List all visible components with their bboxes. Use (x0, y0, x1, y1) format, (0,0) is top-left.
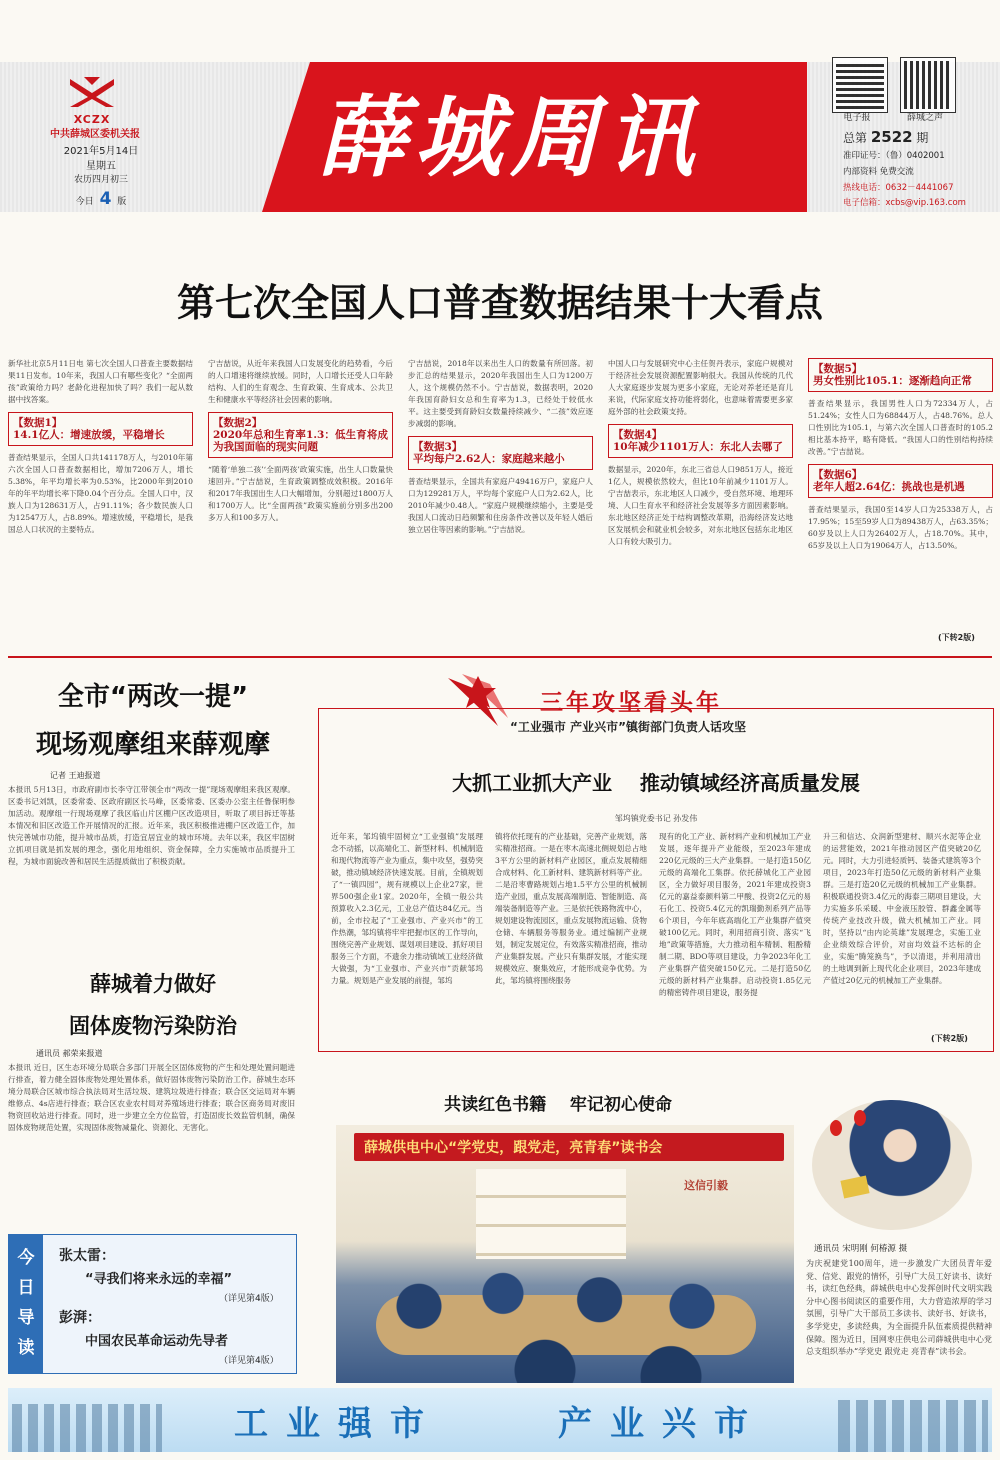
guide-char-2: 日 (17, 1278, 35, 1298)
feature-box (318, 708, 994, 1052)
qr-label-epaper: 电子报 (843, 113, 871, 123)
data-box-1-subtitle: 14.1亿人：增速放缓，平稳增长 (13, 429, 165, 441)
census-turn-note: (下转2版) (938, 633, 975, 642)
guide-label (9, 1235, 43, 1373)
guide-item2-title[interactable]: 中国农民革命运动先导者 (85, 1334, 229, 1349)
page-count-prefix: 今日 (75, 197, 94, 207)
data-box-2-subtitle: 2020年总和生育率1.3：低生育将成为我国面临的现实问题 (213, 429, 388, 453)
data-box-4-subtitle: 10年减少1101万人：东北人去哪了 (613, 441, 783, 453)
issue-suffix: 期 (916, 131, 929, 145)
data-box-3-subtitle: 平均每户2.62人：家庭越来越小 (413, 453, 565, 465)
guide-char-3: 导 (17, 1308, 35, 1328)
reading-photo (336, 1125, 794, 1383)
census-col5-body2: 普查结果显示，我国0至14岁人口为25338万人，占17.95%；15至59岁人口为89438万人，占63.35%；60岁及以上人口为26402万人，占18.70%。其中，65岁及以上人口为19064万人，占13.50%。 (808, 505, 993, 550)
data-box-6 (808, 464, 993, 498)
census-intro: 新华社北京5月11日电 第七次全国人口普查主要数据结果11日发布。10年来，我国人口有哪些变化？“全面两孩”政策给力吗？老龄化进程加快了吗？我们一起从数据中找答案。 (8, 359, 193, 404)
today-guide (8, 1234, 297, 1374)
census-col4 (608, 358, 793, 643)
lantern-left (830, 1120, 842, 1136)
census-col2-intro: 宁吉喆说，从近年来我国人口发展变化的趋势看，今后的人口增速将继续放缓。同时，人口增长还受人口年龄结构、人们的生育观念、生育政策、生育成本、公共卫生和健康水平等经济社会因素的影响。 (208, 359, 393, 404)
page-count (56, 189, 146, 209)
census-col2-body: “随着‘单独二孩’‘全面两孩’政策实施，出生人口数量快速回升。”宁吉喆说，生育政策调整成效积极。2016年和2017年我国出生人口大幅增加，分别超过1800万人和1700万人。比“全面两孩”政策实施前分别多出200多万人和100多万人。 (208, 465, 393, 522)
footer-slogan-left: 工业强市 (234, 1404, 442, 1444)
census-col4-intro: 中国人口与发展研究中心主任贺丹表示，家庭户规模对于经济社会发展资源配置影响很大。我国从传统的几代人大家庭逐步发展为更多小家庭，无论对养老还是育儿来说，代际家庭支持功能将弱化，也意味着需要更多家庭外部的社会政策支持。 (608, 359, 793, 416)
feature-col3: 现有的化工产业、新材料产业和机械加工产业发展，逐年提升产业能级，至2023年建成220亿元级的三大产业集群。一是打造150亿元级的高端化工集群。依托薛城化工产业园区，全力做好项目服务，2021年建成投资3亿元的嘉益泰颜料第二甲酸、投资2亿元的易石化工、投资5.4亿元的凯瑞勤剂系列产品等6个项目，今年年底高端化工产业集群产值突破100亿元。同时，利用招商引资、落实“飞地”政策等措施，大力推动租车精制、粗酚精制二期、BDO等项目建设，力争2023年化工产业集群产值突破150亿元。二是打造50亿元级的新材料产业集群。启动投资1.85亿元的精密铸件项目建设，服务提 (659, 832, 811, 997)
email: 电子信箱：xcbs@vip.163.com (843, 198, 966, 208)
photo-byline: 通讯员 宋明刚 何椿源 摄 (814, 1244, 908, 1254)
data-box-1 (8, 412, 193, 446)
census-col3-intro: 宁吉喆说，2018年以来出生人口的数量有所回落。初步汇总的结果显示，2020年我国出生人口为1200万人，这个规模仍然不小。宁吉喆说，数据表明，2020年我国育龄妇女总和生育率为1.3，已经处于较低水平。这主要受到育龄妇女数量持续减少、“二孩”效应逐步减弱的影响。 (408, 359, 593, 428)
feature-col1: 近年来，邹坞镇牢固树立“工业强镇”发展理念不动摇，以高端化工、新型材料、机械制造和现代物流等产业为重点，集中攻坚，强势突破，推动镇域经济快速发展。目前，全镇规划了“一镇四园”，规有规模以上企业27家，世界500强企业1家。2020年，全镇一般公共预算收入2.3亿元，工业总产值达84亿元。当前，全市拉起了“工业强市、产业兴市”的工作热潮，邹坞镇将牢牢把握市区的工作导向，围绕完善产业规划、谋划项目建设、抓好项目服务三个方面，不遗余力推动镇域工业经济做大做强，为“工业强市、产业兴市”贡献邹坞力量。规划是产业发展的前提，邹坞 (331, 832, 483, 985)
data-box-2-title: 【数据2】 (213, 417, 263, 429)
feature-subtitle: “工业强市 产业兴市”镇街部门负责人话攻坚 (510, 720, 746, 734)
newspaper-title: 薛城周讯 (318, 85, 703, 189)
data-box-1-title: 【数据1】 (13, 417, 63, 429)
left2-body: 本报讯 近日，区生态环境分局联合多部门开展全区固体废物的产生和处理处置问题进行排查，着力健全固体废物处理处置体系，做好固体废物污染防治工作。薛城生态环境分局联合区城市综合执法局对生活垃圾、建筑垃圾进行排查；联合区交运局对车辆维修点、4s店进行排查；联合区农业农村局对养殖场进行排查；联合区商务局对废旧物资回收站进行排查。同时，进一步建立全方位监管，打造固废长效监管机制，确保固体废物规范处置，实现固体废物减量化、资源化、无害化。 (8, 1063, 295, 1132)
left1-title-line2: 现场观摩组来薛观摩 (35, 730, 270, 760)
photo-banner (354, 1133, 784, 1161)
logo-mark-icon (62, 75, 122, 109)
data-box-5-subtitle: 男女性别比105.1：逐渐趋向正常 (813, 375, 972, 387)
guide-item2-note: （详见第4版） (219, 1356, 279, 1366)
reader-portrait (812, 1100, 972, 1230)
data-box-3 (408, 436, 593, 470)
divider-red (8, 656, 992, 658)
footer-band (8, 1388, 992, 1452)
guide-char-4: 读 (17, 1338, 35, 1358)
data-box-2 (208, 412, 393, 458)
footer-slogan-right: 产业兴市 (558, 1404, 766, 1444)
footer-skyline-left (12, 1404, 162, 1452)
photo-title: 共读红色书籍 牢记初心使命 (444, 1095, 672, 1115)
issue-prefix: 总第 (843, 131, 868, 145)
feature-col2: 镇将依托现有的产业基础，完善产业规划，落实精准招商。一是在枣木高速北侧规划总占地3平方公里的新材料产业园区，重点发展精细合成材料、化工新材料、建筑新材料等产业。二是沿枣曹路规划占地1.5平方公里的机械制造产业园，重点发展高端制造、智能制造、高端装备制造等产业。三是依托铁路物流中心，规划建设物流园区，重点发展物流运输、货物仓储、车辆服务等服务业。通过编制产业规划，制定发展定位，有效落实精准招商，推动产业集群发展。产业只有集群发展，才能实现规模效应、聚集效应，才能形成竞争优势。为此，邹坞镇将围绕服务 (495, 832, 647, 985)
data-box-4-title: 【数据4】 (613, 429, 663, 441)
guide-item1-name[interactable]: 张太雷： (59, 1248, 115, 1264)
issue-date: 2021年5月14日 (63, 146, 139, 157)
footer-skyline-right (838, 1400, 988, 1452)
lantern-right (854, 1110, 866, 1126)
newspaper-logo (62, 75, 122, 126)
logo-text: XCZX (73, 113, 111, 126)
internal-note: 内部资料 免费交流 (843, 167, 914, 177)
feature-turn-note: (下转2版) (931, 1034, 968, 1043)
census-col3 (408, 358, 593, 643)
left2-title-line1: 薛城着力做好 (90, 971, 216, 996)
bookshelf (476, 1169, 626, 1259)
census-col4-body: 数据显示，2020年，东北三省总人口9851万人，接近1亿人，规模依然较大，但比10年前减少1101万人。宁吉喆表示，东北地区人口减少，受自然环境、地理环境、人口生育水平和经济社会发展等多方面因素影响。东北地区经济正处于结构调整改革期，沿海经济发达地区发展机会和就业机会较多，对东北地区包括东北地区人口有较大吸引力。 (608, 465, 793, 546)
data-box-5-title: 【数据5】 (813, 363, 863, 375)
guide-item1-title[interactable]: “寻我们将来永远的幸福” (85, 1272, 233, 1287)
hotline: 热线电话：0632－4441067 (843, 183, 954, 193)
left2-byline: 通讯员 郝荣来报道 (36, 1049, 103, 1058)
org-line: 中共薛城区委机关报 (50, 129, 140, 140)
masthead (0, 0, 1000, 215)
census-article (8, 358, 993, 648)
feature-byline: 邹坞镇党委书记 孙发伟 (614, 814, 698, 823)
guide-item1-note: （详见第4版） (219, 1294, 279, 1304)
issue-number (843, 128, 928, 146)
census-headline: 第七次全国人口普查数据结果十大看点 (176, 281, 823, 325)
feature-banner: 三年攻坚看头年 (540, 690, 722, 716)
page-count-suffix: 版 (117, 197, 127, 207)
qr-code-voice[interactable] (901, 58, 955, 112)
data-box-6-title: 【数据6】 (813, 469, 863, 481)
qr-code-epaper[interactable] (833, 58, 887, 112)
census-col5 (808, 358, 993, 643)
census-col1-body: 普查结果显示，全国人口共141178万人，与2010年第六次全国人口普查数据相比，增加7206万人，增长5.38%，年平均增长率为0.53%，比2000年到2010年的年平均增长率下降0.04个百分点。全国人口中，汉族人口为128631万人，占91.11%；各少数民族人口为12547万人，占8.89%。增速放缓，平稳增长，是我国总人口状况的主要特点。 (8, 453, 193, 534)
census-col2 (208, 358, 393, 643)
issue-number-value: 2522 (870, 128, 913, 146)
census-col3-body: 普查结果显示，全国共有家庭户49416万户，家庭户人口为129281万人，平均每个家庭户人口为2.62人，比2010年减少0.48人。“家庭户规模继续缩小，主要是受我国人口流动日趋频繁和住房条件改善以及年轻人婚后独立居住等因素的影响。”宁吉喆说。 (408, 477, 593, 534)
qr-label-voice: 薛城之声 (906, 113, 943, 123)
feature-title: 大抓工业抓大产业 推动镇域经济高质量发展 (452, 771, 860, 795)
left1-title-line1: 全市“两改一提” (57, 682, 249, 712)
page-count-number: 4 (99, 189, 112, 209)
data-box-5 (808, 358, 993, 392)
left1-body: 本报讯 5月13日，市政府副市长李守江带领全市“两改一提”现场观摩组来我区观摩。区委书记刘凯，区委常委、区政府副区长马峰，区委常委、区委办公室主任鲁保明参加活动。观摩组一行现场观摩了我区临山片区棚户区改造项目，听取了项目拆迁等基本情况和旧区改造工作开展情况的汇报。近年来，我区积极推进棚户区改造工作，加快完善城市功能，提升城市品质，打造宜居宜业的城市环境。去年以来，我区牢固树立抓项目就是抓发展的理念，强化用地组织、资金保障，全力实施城市品质提升工程，为城市面貌改善和居民生活提质做出了积极贡献。 (8, 785, 295, 866)
wall-sign: 这信引毅 (684, 1179, 728, 1192)
data-box-4 (608, 424, 793, 458)
print-permit: 准印证号：（鲁）0402001 (843, 151, 945, 161)
left1-byline: 记者 王迪报道 (50, 771, 101, 780)
feature-col4: 升三和信达、众润新型建材、顺兴水泥等企业的运营能效，2021年推动园区产值突破20亿元。同时，大力引进轻质钙、装备式建筑等3个项目，2023年打造50亿元级的新材料产业集群。三是打造20亿元级的机械加工产业集群。积极联通投资3.4亿元的海泰三期项目建设，大力实施多乐采暖、中金液压胶管、群鑫金属等传统产业技改升级，做大机械加工产业。同时，坚持以“由内论英雄”发展理念，实施工业企业绩效综合评价，对亩均效益不达标的企业，实施“腾笼换鸟”，予以清退，并利用清出的土地调到新上现代化企业项目，2023年建成产值过20亿元的机械加工产业集群。 (823, 832, 981, 985)
guide-char-1: 今 (17, 1248, 35, 1268)
data-box-3-title: 【数据3】 (413, 441, 463, 453)
photo-banner-text: 薛城供电中心“学党史，跟党走，亮青春”读书会 (364, 1140, 663, 1156)
data-box-6-subtitle: 老年人超2.64亿：挑战也是机遇 (813, 481, 965, 493)
census-col5-body: 普查结果显示，我国男性人口为72334万人，占51.24%；女性人口为68844万人，占48.76%。总人口性别比为105.1，与第六次全国人口普查时的105.2相比基本持平，略有降低。“我国人口的性别结构持续改善。”宁吉喆说。 (808, 399, 993, 456)
reader-group (356, 1255, 776, 1383)
guide-item2-name[interactable]: 彭湃： (59, 1310, 101, 1326)
census-col1 (8, 358, 193, 643)
issue-lunar: 农历四月初三 (73, 175, 128, 185)
photo-caption: 为庆祝建党100周年，进一步激发广大团员青年爱党、信党、跟党的情怀，引导广大员工好读书、读好书，读红色经典，薛城供电中心发挥创时代文明实践分中心图书阅读区的重要作用，大力营造浓厚的学习氛围，引导广大干部员工多读书、读好书、好读书，多学党史，多读经典，为全面提升队伍素质提供精神保障。图为近日，国网枣庄供电公司薛城供电中心党总支组织举办“学党史 跟党走 亮青春”读书会。 (806, 1259, 992, 1357)
book-in-hand (840, 1175, 869, 1198)
issue-weekday: 星期五 (86, 161, 116, 172)
left2-title-line2: 固体废物污染防治 (69, 1013, 237, 1038)
